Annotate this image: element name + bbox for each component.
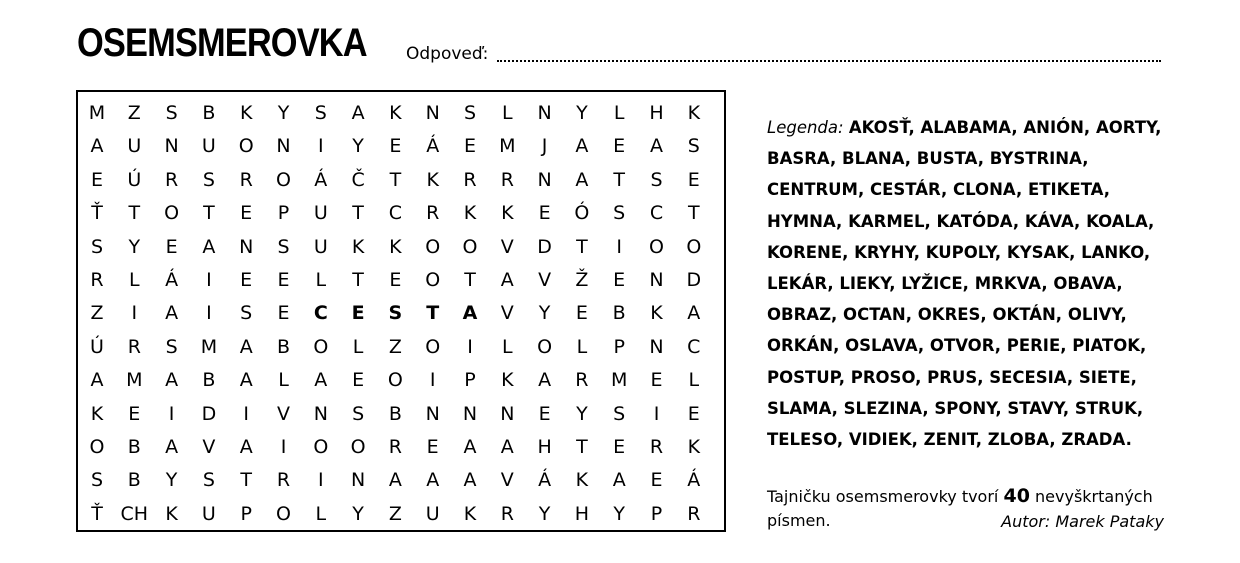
grid-cell[interactable]: S (352, 402, 365, 425)
answer-field[interactable] (497, 60, 1161, 62)
grid-cell[interactable]: E (613, 269, 626, 291)
grid-cell[interactable]: E (277, 302, 290, 325)
grid-cell[interactable]: O (89, 436, 105, 458)
grid-cell[interactable]: R (649, 436, 664, 458)
grid-cell[interactable]: L (315, 269, 327, 291)
grid-cell[interactable]: N (313, 402, 328, 425)
letter-count: 40 (1003, 485, 1030, 507)
grid-cell[interactable]: I (243, 402, 249, 425)
grid-cell[interactable]: B (612, 302, 626, 325)
grid-cell[interactable]: E (426, 436, 439, 458)
grid-cell[interactable]: P (464, 369, 476, 392)
grid-cell[interactable]: K (463, 502, 477, 525)
grid-cell[interactable]: S (314, 102, 327, 124)
grid-cell[interactable]: N (500, 402, 515, 425)
hint-text-after: nevyškrtaných písmen. (767, 487, 1153, 530)
grid-cell[interactable]: Z (127, 102, 141, 124)
grid-row (78, 363, 724, 397)
grid-cell[interactable]: R (388, 436, 402, 458)
letter-grid (76, 90, 726, 532)
grid-row (78, 497, 724, 531)
grid-cell[interactable]: S (277, 235, 290, 258)
grid-cell[interactable]: B (276, 335, 291, 358)
grid-cell[interactable]: L (315, 502, 327, 525)
grid-cell[interactable]: A (463, 469, 477, 492)
grid-cell[interactable]: K (389, 235, 402, 258)
grid-cell[interactable]: L (502, 335, 513, 358)
grid-cell[interactable]: R (575, 369, 589, 392)
grid-cell[interactable]: Ť (91, 502, 103, 525)
grid-cell[interactable]: I (429, 369, 436, 392)
grid-cell[interactable]: S (202, 168, 215, 191)
grid-cell[interactable]: O (164, 202, 180, 225)
grid-cell[interactable]: E (165, 235, 178, 258)
grid-cell[interactable]: T (426, 302, 440, 325)
grid-cell[interactable]: L (129, 269, 140, 291)
legend-word-list: AKOSŤ, ALABAMA, ANIÓN, AORTY, BASRA, BLANA, BUSTA, BYSTRINA, CENTRUM, CESTÁR, CLONA, ETIKETA, HYMNA, KARMEL, KATÓDA, KÁVA, KOALA, KORENE, KRYHY, KUPOLY, KYSAK, LANKO, LEKÁR, LIEKY, LYŽICE, MRKVA, OBAVA, OBRAZ, OCTAN, OKRES, OKTÁN, OLIVY, ORKÁN, OSLAVA, OTVOR, PERIE, PIATOK, POSTUP, PROSO, PRUS, SECESIA, SIETE, SLAMA, SLEZINA, SPONY, STAVY, STRUK, TELESO, VIDIEK, ZENIT, ZLOBA, ZRADA. (767, 118, 1162, 450)
grid-cell[interactable]: M (499, 135, 516, 158)
legend-label: Legenda: (767, 118, 844, 137)
grid-cell[interactable]: R (276, 469, 291, 492)
grid-cell[interactable]: B (127, 436, 141, 458)
grid-cell[interactable]: O (313, 436, 329, 458)
grid-cell[interactable]: N (350, 469, 366, 492)
grid-cell[interactable]: M (200, 335, 218, 358)
grid-cell[interactable]: A (165, 436, 179, 458)
grid-cell[interactable]: T (389, 168, 402, 191)
grid-cell[interactable]: B (202, 369, 216, 392)
grid-cell[interactable]: H (574, 502, 590, 525)
legend (767, 112, 1177, 455)
grid-cell[interactable]: K (351, 235, 365, 258)
grid-cell[interactable]: A (500, 269, 514, 291)
grid-cell[interactable]: T (240, 469, 252, 492)
grid-cell[interactable]: Z (90, 302, 104, 325)
grid-cell[interactable]: O (276, 502, 291, 525)
grid-cell[interactable]: A (426, 469, 440, 492)
grid-cell[interactable]: T (352, 202, 364, 225)
grid-cell[interactable]: K (90, 402, 104, 425)
grid-cell[interactable]: Ť (91, 202, 103, 225)
grid-cell[interactable]: I (168, 402, 175, 425)
grid-cell[interactable]: R (164, 168, 179, 191)
grid-cell[interactable]: Y (613, 502, 625, 525)
grid-cell[interactable]: S (388, 302, 403, 325)
grid-cell[interactable]: D (201, 402, 217, 425)
grid-cell[interactable]: I (206, 302, 212, 325)
grid-cell[interactable]: I (280, 436, 287, 458)
grid-cell[interactable]: N (462, 402, 478, 425)
grid-row (78, 129, 724, 163)
grid-cell[interactable]: P (240, 502, 252, 525)
grid-row (78, 296, 724, 330)
grid-cell[interactable]: K (426, 168, 439, 191)
answer-label: Odpoveď: (406, 44, 489, 64)
grid-cell[interactable]: T (464, 269, 476, 291)
grid-cell[interactable]: E (389, 269, 402, 291)
grid-cell[interactable]: V (202, 436, 216, 458)
grid-cell[interactable]: O (387, 369, 403, 392)
grid-row (78, 430, 724, 464)
grid-cell[interactable]: P (650, 502, 663, 525)
grid-cell[interactable]: O (462, 235, 478, 258)
grid-cell[interactable]: N (537, 168, 552, 191)
grid-cell[interactable]: Á (538, 469, 552, 492)
grid-cell[interactable]: O (238, 135, 254, 158)
grid-cell[interactable]: K (650, 302, 663, 325)
grid-cell[interactable]: A (500, 436, 514, 458)
grid-cell[interactable]: J (541, 135, 548, 158)
grid-cell[interactable]: O (649, 235, 664, 258)
grid-cell[interactable]: S (165, 102, 178, 124)
grid-cell[interactable]: V (500, 469, 514, 492)
grid-cell[interactable]: S (240, 302, 253, 325)
grid-cell[interactable]: V (277, 402, 290, 425)
grid-cell[interactable]: S (202, 469, 215, 492)
grid-cell[interactable]: K (463, 202, 477, 225)
grid-cell[interactable]: E (538, 202, 551, 225)
grid-cell[interactable]: L (502, 102, 513, 124)
grid-cell[interactable]: Y (576, 102, 588, 124)
grid-cell[interactable]: S (165, 335, 178, 358)
grid-cell[interactable]: A (612, 469, 626, 492)
grid-cell[interactable]: Č (351, 168, 365, 191)
grid-row (78, 263, 724, 297)
grid-cell[interactable]: N (649, 269, 664, 291)
grid-cell[interactable]: T (687, 202, 700, 225)
grid-cell[interactable]: M (88, 102, 106, 124)
grid-cell[interactable]: Y (165, 469, 178, 492)
grid-cell[interactable]: O (425, 235, 441, 258)
grid-cell[interactable]: K (501, 369, 514, 392)
grid-cell[interactable]: N (425, 402, 440, 425)
grid-cell[interactable]: T (128, 202, 141, 225)
grid-cell[interactable]: Á (426, 135, 440, 158)
grid-cell[interactable]: A (575, 135, 589, 158)
grid-cell[interactable]: C (649, 202, 664, 225)
grid-cell[interactable]: O (313, 335, 329, 358)
grid-cell[interactable]: O (350, 436, 366, 458)
grid-cell[interactable]: A (462, 302, 478, 325)
grid-cell[interactable]: A (90, 135, 104, 158)
grid-cell[interactable]: K (501, 202, 514, 225)
grid-cell[interactable]: Y (538, 302, 551, 325)
grid-cell[interactable]: A (351, 102, 365, 124)
grid-cell[interactable]: E (240, 269, 253, 291)
grid-cell[interactable]: A (314, 369, 328, 392)
grid-cell[interactable]: E (90, 168, 103, 191)
grid-cell[interactable]: U (425, 502, 440, 525)
grid-cell[interactable]: L (278, 369, 289, 392)
grid-cell[interactable]: D (686, 269, 702, 291)
grid-cell[interactable]: T (203, 202, 215, 225)
grid-cell[interactable]: R (500, 168, 514, 191)
grid-cell[interactable]: E (389, 135, 402, 158)
grid-cell[interactable]: R (426, 202, 440, 225)
grid-cell[interactable]: E (613, 436, 626, 458)
grid-cell[interactable]: R (127, 335, 141, 358)
grid-cell[interactable]: E (538, 402, 551, 425)
grid-cell[interactable]: E (687, 168, 700, 191)
grid-cell[interactable]: L (576, 335, 588, 358)
hint-text-before: Tajničku osemsmerovky tvorí (767, 487, 999, 506)
grid-cell[interactable]: I (653, 402, 660, 425)
grid-cell[interactable]: O (276, 168, 291, 191)
grid-cell[interactable]: K (575, 469, 589, 492)
grid-cell[interactable]: A (239, 369, 253, 392)
grid-cell[interactable]: U (127, 135, 142, 158)
grid-cell[interactable]: V (538, 269, 552, 291)
grid-cell[interactable]: T (352, 269, 364, 291)
grid-row (78, 463, 724, 497)
grid-cell[interactable]: A (165, 302, 179, 325)
grid-cell[interactable]: S (90, 235, 104, 258)
grid-cell[interactable]: I (467, 335, 473, 358)
grid-cell[interactable]: R (239, 168, 253, 191)
grid-cell[interactable]: I (317, 135, 324, 158)
grid-cell[interactable]: I (616, 235, 622, 258)
grid-cell[interactable]: A (650, 135, 663, 158)
grid-cell[interactable]: Á (165, 269, 179, 291)
grid-cell[interactable]: U (201, 135, 216, 158)
grid-cell[interactable]: O (686, 235, 702, 258)
grid-cell[interactable]: T (576, 436, 588, 458)
grid-row (78, 163, 724, 197)
grid-cell[interactable]: E (240, 202, 253, 225)
grid-row (78, 230, 724, 264)
grid-cell[interactable]: K (687, 102, 701, 124)
grid-cell[interactable]: Y (128, 235, 141, 258)
grid-cell[interactable]: H (537, 436, 552, 458)
grid-cell[interactable]: E (128, 402, 141, 425)
grid-cell[interactable]: P (613, 335, 625, 358)
grid-cell[interactable]: E (463, 135, 476, 158)
puzzle-title: OSEMSMEROVKA (77, 21, 367, 65)
grid-cell[interactable]: K (389, 102, 402, 124)
grid-cell[interactable]: P (277, 202, 290, 225)
grid-cell[interactable]: Á (314, 168, 328, 191)
grid-cell[interactable]: I (317, 469, 324, 492)
grid-cell[interactable]: E (352, 369, 365, 392)
grid-cell[interactable]: C (313, 302, 328, 325)
grid-cell[interactable]: N (164, 135, 179, 158)
grid-cell[interactable]: K (165, 502, 178, 525)
grid-cell[interactable]: Ž (575, 269, 589, 291)
grid-cell[interactable]: T (576, 235, 588, 258)
grid-cell[interactable]: Y (277, 102, 290, 124)
grid-cell[interactable]: A (463, 436, 477, 458)
grid-cell[interactable]: N (276, 135, 291, 158)
grid-cell[interactable]: S (687, 135, 700, 158)
grid-cell[interactable]: A (90, 369, 104, 392)
grid-cell[interactable]: D (537, 235, 552, 258)
grid-cell[interactable]: Y (576, 402, 588, 425)
grid-cell[interactable]: A (538, 369, 552, 392)
grid-cell[interactable]: E (351, 302, 365, 325)
grid-cell[interactable]: H (649, 102, 664, 124)
grid-cell[interactable]: S (463, 102, 477, 124)
grid-cell[interactable]: A (575, 168, 589, 191)
grid-row (78, 96, 724, 130)
grid-cell[interactable]: R (687, 502, 701, 525)
grid-cell[interactable]: CH (120, 502, 149, 525)
grid-cell[interactable]: K (239, 102, 253, 124)
grid-cell[interactable]: U (313, 202, 328, 225)
grid-cell[interactable]: U (313, 235, 328, 258)
grid-cell[interactable]: Y (538, 502, 551, 525)
grid-cell[interactable]: A (165, 369, 179, 392)
grid-cell[interactable]: O (425, 335, 441, 358)
grid-cell[interactable]: Ú (90, 335, 104, 358)
grid-cell[interactable]: Y (352, 135, 364, 158)
grid-cell[interactable]: A (239, 436, 253, 458)
grid-cell[interactable]: Z (388, 502, 402, 525)
grid-cell[interactable]: U (201, 502, 216, 525)
grid-cell[interactable]: B (202, 102, 216, 124)
grid-cell[interactable]: A (388, 469, 402, 492)
grid-cell[interactable]: S (613, 202, 626, 225)
grid-cell[interactable]: B (127, 469, 141, 492)
grid-row (78, 330, 724, 364)
grid-cell[interactable]: S (90, 469, 104, 492)
grid-cell[interactable]: S (613, 402, 626, 425)
grid-cell[interactable]: E (650, 469, 663, 492)
grid-cell[interactable]: V (500, 302, 514, 325)
grid-cell[interactable]: M (610, 369, 628, 392)
grid-cell[interactable]: Ú (127, 168, 142, 191)
grid-cell[interactable]: E (613, 135, 626, 158)
grid-cell[interactable]: R (463, 168, 477, 191)
grid-cell[interactable]: L (688, 369, 700, 392)
grid-row (78, 196, 724, 230)
grid-cell[interactable]: N (537, 102, 552, 124)
grid-cell[interactable]: N (649, 335, 664, 358)
grid-cell[interactable]: N (425, 102, 440, 124)
grid-cell[interactable]: A (687, 302, 701, 325)
grid-cell[interactable]: M (126, 369, 143, 392)
grid-cell[interactable]: A (239, 335, 253, 358)
grid-cell[interactable]: Á (687, 469, 701, 492)
grid-cell[interactable]: Z (388, 335, 402, 358)
grid-cell[interactable]: V (500, 235, 514, 258)
grid-cell[interactable]: I (131, 302, 138, 325)
grid-cell[interactable]: I (206, 269, 212, 291)
author-credit: Autor: Marek Pataky (1001, 512, 1164, 531)
grid-cell[interactable]: E (277, 269, 290, 291)
grid-cell[interactable]: E (650, 369, 663, 392)
grid-cell[interactable]: K (687, 436, 701, 458)
grid-cell[interactable]: Ó (574, 202, 590, 225)
grid-cell[interactable]: S (650, 168, 663, 191)
grid-cell[interactable]: Y (352, 502, 364, 525)
grid-cell[interactable]: B (388, 402, 402, 425)
grid-cell[interactable]: N (239, 235, 254, 258)
grid-cell[interactable]: R (500, 502, 514, 525)
grid-cell[interactable]: C (388, 202, 403, 225)
grid-cell[interactable]: O (425, 269, 441, 291)
grid-cell[interactable]: A (202, 235, 216, 258)
grid-cell[interactable]: E (687, 402, 700, 425)
grid-cell[interactable]: L (613, 102, 625, 124)
grid-row (78, 397, 724, 431)
grid-cell[interactable]: E (575, 302, 588, 325)
grid-cell[interactable]: R (90, 269, 104, 291)
grid-cell[interactable]: O (537, 335, 553, 358)
grid-cell[interactable]: T (613, 168, 625, 191)
grid-cell[interactable]: C (687, 335, 701, 358)
grid-cell[interactable]: L (352, 335, 364, 358)
